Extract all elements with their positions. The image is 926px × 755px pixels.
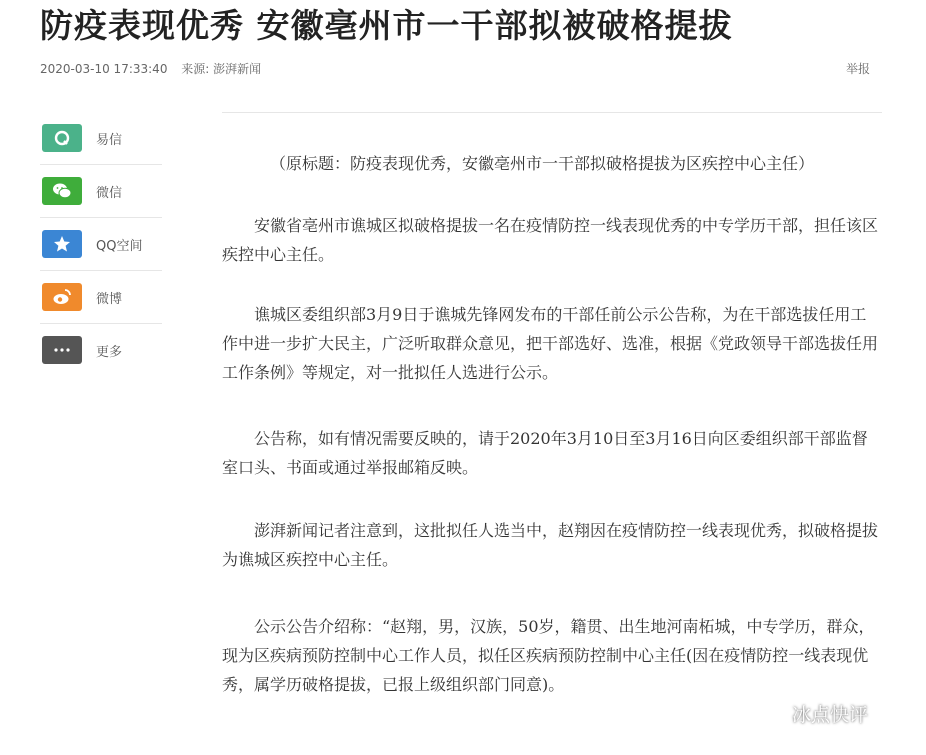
article-paragraph: 公示公告介绍称：“赵翔，男，汉族，50岁，籍贯、出生地河南柘城，中专学历，群众，现为区疾病预防控制中心工作人员，拟任区疾病预防控制中心主任(因在疫情防控一线表现优秀，属学历破格提拔，已报上级组织部门同意)。: [222, 617, 875, 694]
article-body: [222, 112, 882, 699]
more-icon: [42, 336, 82, 364]
article-paragraph: 安徽省亳州市谯城区拟破格提拔一名在疫情防控一线表现优秀的中专学历干部，担任该区疾控中心主任。: [222, 216, 879, 264]
article-meta: [40, 60, 271, 77]
share-label-yixin: 易信: [96, 132, 123, 148]
wechat-icon: [42, 177, 82, 205]
share-weibo-button[interactable]: [40, 271, 162, 324]
original-title-note: （原标题：防疫表现优秀，安徽亳州市一干部拟破格提拔为区疾控中心主任）: [270, 154, 815, 173]
qzone-icon: [42, 230, 82, 258]
share-more-button[interactable]: [40, 324, 162, 376]
share-label-weibo: 微博: [96, 291, 123, 307]
article-title: 防疫表现优秀 安徽亳州市一干部拟被破格提拔: [40, 6, 733, 45]
share-label-wechat: 微信: [96, 185, 123, 201]
share-yixin-button[interactable]: [40, 112, 162, 165]
share-wechat-button[interactable]: [40, 165, 162, 218]
report-link[interactable]: 举报: [846, 62, 871, 76]
share-qzone-button[interactable]: [40, 218, 162, 271]
watermark-text: 冰点快评: [792, 704, 869, 726]
article-source: 来源: 澎湃新闻: [181, 62, 262, 76]
weibo-icon: [42, 283, 82, 311]
share-sidebar: [40, 112, 162, 376]
wechat-icon: [758, 703, 784, 725]
article-paragraph: 谯城区委组织部3月9日于谯城先锋网发布的干部任前公示公告称，为在干部选拔任用工作中进一步扩大民主，广泛听取群众意见，把干部选好、选准，根据《党政领导干部选拔任用工作条例》等规定，对一批拟任人选进行公示。: [222, 305, 879, 382]
share-label-qzone: QQ空间: [96, 238, 143, 254]
article-paragraph: 澎湃新闻记者注意到，这批拟任人选当中，赵翔因在疫情防控一线表现优秀，拟破格提拔为谯城区疾控中心主任。: [222, 521, 879, 569]
publish-timestamp: 2020-03-10 17:33:40: [40, 62, 168, 76]
article-paragraph: 公告称，如有情况需要反映的，请于2020年3月10日至3月16日向区委组织部干部监督室口头、书面或通过举报邮箱反映。: [222, 429, 868, 477]
yixin-icon: [42, 124, 82, 152]
share-label-more: 更多: [96, 344, 123, 360]
watermark: [758, 700, 868, 727]
